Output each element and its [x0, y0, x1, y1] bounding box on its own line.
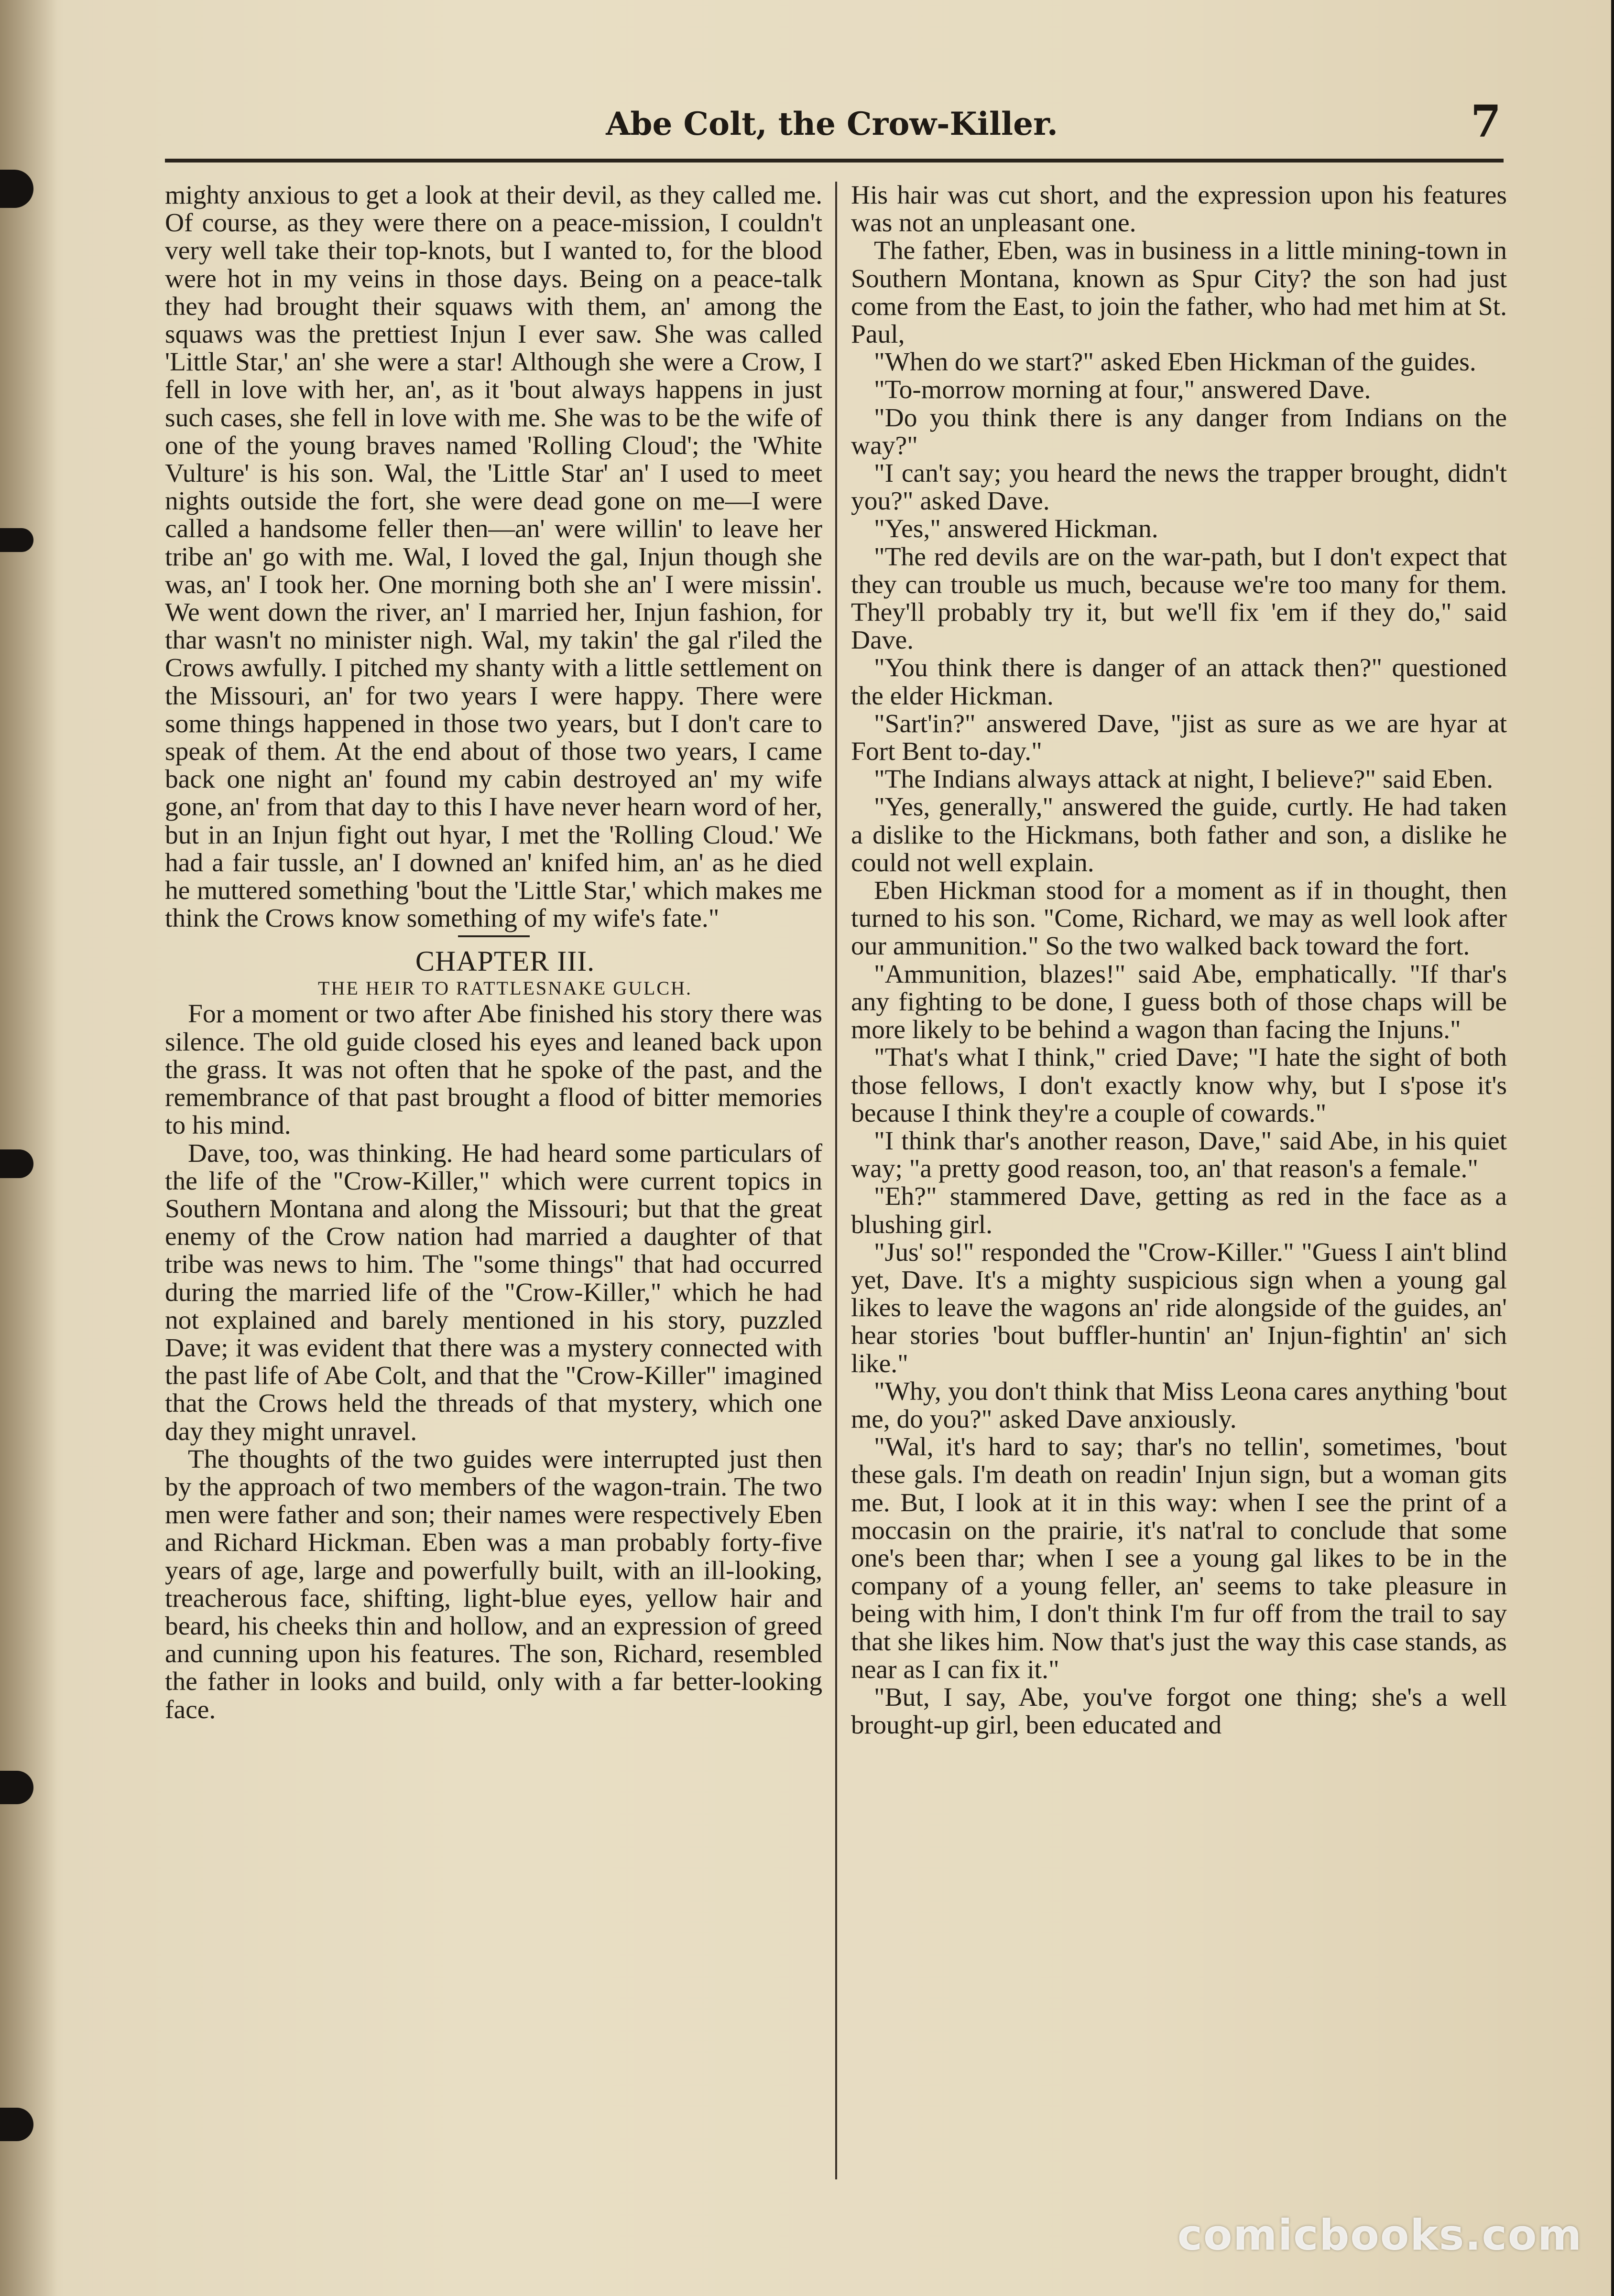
paragraph: "Sart'in?" answered Dave, "jist as sure as we are hyar at Fort Bent to-day." — [851, 709, 1507, 767]
paragraph: "Eh?" stammered Dave, getting as red in the face as a blushing girl. — [851, 1182, 1507, 1239]
paragraph: "Ammunition, blazes!" said Abe, emphatically. "If thar's any fighting to be done, I guess both of those chaps will be more likely to be behind a wagon than facing the Injuns." — [851, 959, 1507, 1045]
paragraph: "You think there is danger of an attack then?" questioned the elder Hickman. — [851, 653, 1507, 711]
chapter-title: CHAPTER III. — [415, 945, 595, 977]
paragraph: "I can't say; you heard the news the trapper brought, didn't you?" asked Dave. — [851, 459, 1507, 516]
binding-hole — [0, 1771, 33, 1804]
paragraph: "The Indians always attack at night, I believe?" said Eben. — [874, 765, 1494, 794]
binding-hole — [0, 1149, 33, 1178]
paragraph: "Why, you don't think that Miss Leona cares anything 'bout me, do you?" asked Dave anxiously. — [851, 1376, 1507, 1434]
chapter-subtitle: THE HEIR TO RATTLESNAKE GULCH. — [318, 977, 692, 999]
paragraph: The thoughts of the two guides were interrupted just then by the approach of two members of the wagon-train. The two men were father and son; their names were respectively Eben and Richard Hickman. Eben was a man probably forty-five years of age, large and powerfully built, with an ill-looking, treacherous face, shifting, light-blue eyes, yellow hair and beard, his cheeks thin and hollow, and an expression of greed and cunning upon his features. The son, Richard, resembled the father in looks and build, only with a far better-looking face. — [165, 1444, 822, 1724]
paragraph: "Wal, it's hard to say; thar's no tellin', sometimes, 'bout these gals. I'm death on readin' Injun sign, but a woman gits me. But, I look at it in this way: when I see the print of a moccasin on the prairie, it's nat'ral to conclude that some one's been thar; when I see a young gal likes to be in the company of a young feller, an' seems to take pleasure in being with him, I don't think I'm fur off from the trail to say that she likes him. Now that's just the way this case stands, as near as I can fix it." — [851, 1432, 1507, 1684]
paragraph: "But, I say, Abe, you've forgot one thing; she's a well brought-up girl, been educated and — [851, 1682, 1507, 1740]
paragraph: "When do we start?" asked Eben Hickman of the guides. — [874, 347, 1476, 377]
paragraph: mighty anxious to get a look at their devil, as they called me. Of course, as they were there on a peace-mission, I couldn't very well take their top-knots, but I wanted to, for the blood were hot in my veins in those days. Being on a peace-talk they had brought their squaws with them, an' among the squaws was the prettiest Injun I ever saw. She was called 'Little Star,' an' she were a star! Although she were a Crow, I fell in love with her, an', as it 'bout always happens in just such cases, she fell in love with me. She was to be the wife of one of the young braves named 'Rolling Cloud'; the 'White Vulture' is his son. Wal, the 'Little Star' an' I used to meet nights outside the fort, she were dead gone on me—I were called a handsome feller then—an' were willin' to leave her tribe an' go with me. Wal, I loved the gal, Injun though she was, an' I took her. One morning both she an' I were missin'. We went down the river, an' I married her, Injun fashion, for thar wasn't no minister nigh. Wal, my takin' the gal r'iled the Crows awfully. I pitched my shanty with a little settlement on the Missouri, an' for two years I were happy. There were some things happened in those two years, but I don't care to speak of them. At the end about of those two years, I came back one night an' found my cabin destroyed an' my wife gone, an' from that day to this I have never hearn word of her, but in an Injun fight out hyar, I met the 'Rolling Cloud.' We had a fair tussle, an' I downed an' knifed him, an' as he died he muttered something 'bout the 'Little Star,' which makes me think the Crows know something of my wife's fate." — [165, 181, 822, 933]
page-number: 7 — [1470, 96, 1501, 147]
paragraph: "To-morrow morning at four," answered Dave. — [874, 375, 1371, 405]
paragraph: Eben Hickman stood for a moment as if in thought, then turned to his son. "Come, Richard, we may as well look after our ammunition." So the two walked back toward the fort. — [851, 876, 1507, 961]
paragraph: The father, Eben, was in business in a little mining-town in Southern Montana, known as Spur City? the son had just come from the East, to join the father, who had met him at St. Paul, — [851, 236, 1507, 349]
paragraph: "Yes, generally," answered the guide, curtly. He had taken a dislike to the Hickmans, both father and son, a dislike he could not well explain. — [851, 792, 1507, 877]
column-divider — [835, 182, 837, 2179]
section-rule — [458, 935, 530, 937]
right-column — [851, 182, 1507, 2203]
paragraph: "I think thar's another reason, Dave," said Abe, in his quiet way; "a pretty good reason, too, an' that reason's a female." — [851, 1126, 1507, 1184]
paragraph: "Jus' so!" responded the "Crow-Killer." "Guess I ain't blind yet, Dave. It's a mighty suspicious sign when a young gal likes to leave the wagons an' ride alongside of the guides, an' hear stories 'bout buffler-huntin' an' Injun-fightin' an' sich like." — [851, 1237, 1507, 1378]
gutter-shadow — [0, 0, 57, 2296]
paragraph: His hair was cut short, and the expression upon his features was not an unpleasant one. — [851, 181, 1507, 238]
paragraph: For a moment or two after Abe finished his story there was silence. The old guide closed his eyes and leaned back upon the grass. It was not often that he spoke of the past, and the remembrance of that past brought a flood of bitter memories to his mind. — [165, 999, 822, 1140]
running-header — [163, 86, 1501, 162]
paragraph: "Do you think there is any danger from Indians on the way?" — [851, 403, 1507, 460]
paragraph: Dave, too, was thinking. He had heard some particulars of the life of the "Crow-Killer," which were current topics in Southern Montana and along the Missouri; but that the great enemy of the Crow nation had married a daughter of that tribe was news to him. The "some things" that had occurred during the married life of the "Crow-Killer," which he had not explained and barely mentioned in his story, puzzled Dave; it was evident that there was a mystery connected with the past life of Abe Colt, and that the "Crow-Killer" imagined that the Crows held the threads of that mystery, which one day they might unravel. — [165, 1138, 822, 1446]
binding-hole — [0, 2108, 33, 2141]
paragraph: "The red devils are on the war-path, but I don't expect that they can trouble us much, because we're too many for them. They'll probably try it, but we'll fix 'em if they do," said Dave. — [851, 542, 1507, 655]
running-title: Abe Colt, the Crow-Killer. — [606, 105, 1058, 142]
paragraph: "Yes," answered Hickman. — [874, 514, 1158, 544]
watermark: comicbooks.com — [1177, 2210, 1582, 2260]
paragraph: "That's what I think," cried Dave; "I hate the sight of both those fellows, I don't exactly know why, but I s'pose it's because I think they're a couple of cowards." — [851, 1043, 1507, 1128]
binding-hole — [0, 528, 33, 552]
left-column — [165, 182, 822, 2203]
header-rule — [165, 159, 1504, 162]
